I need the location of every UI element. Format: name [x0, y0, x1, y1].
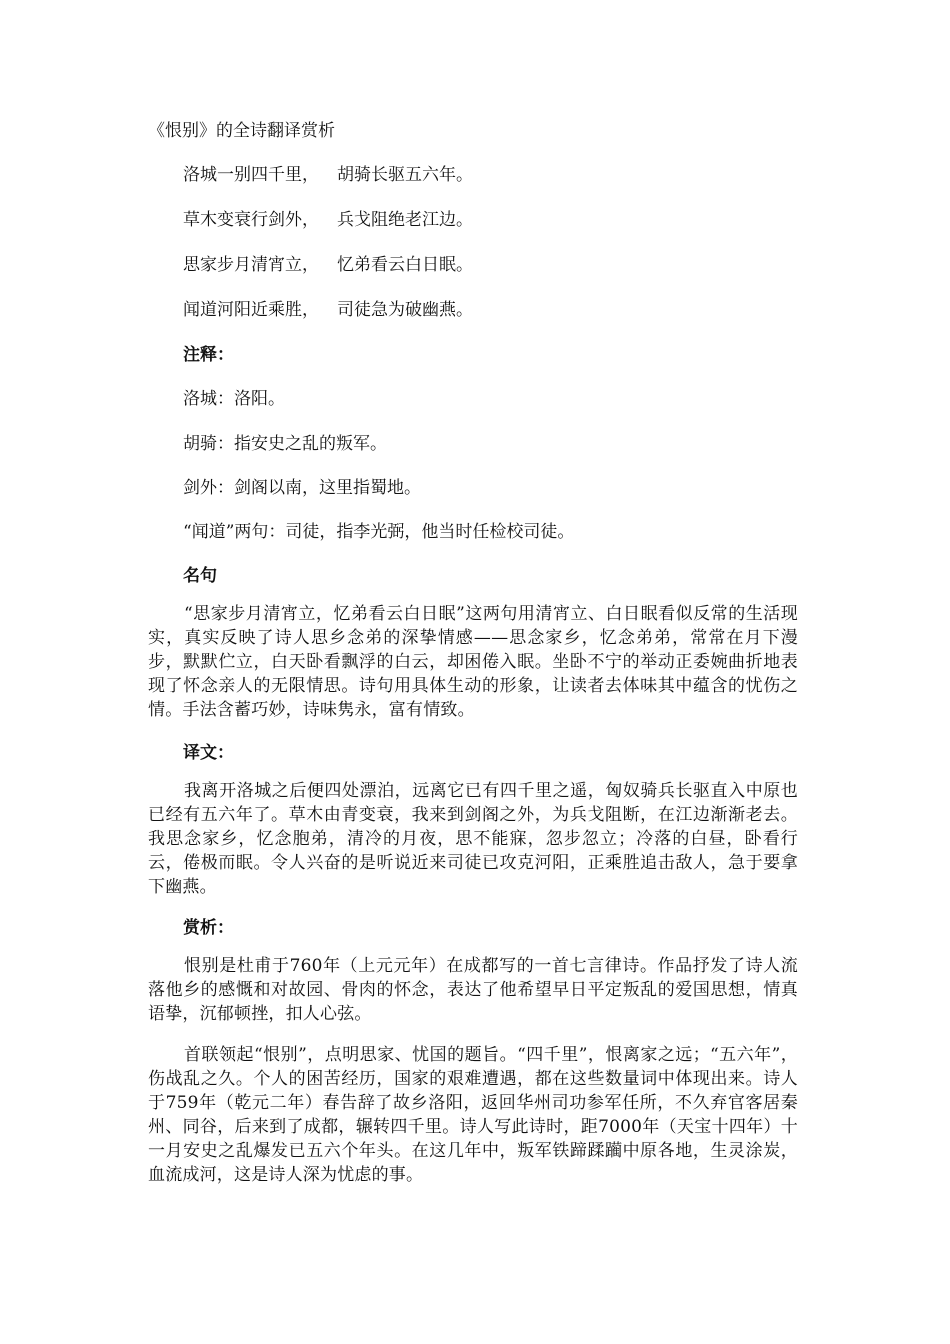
- poem-line-3-a: 思家步月清宵立，: [183, 255, 319, 275]
- notes-heading: 注释：: [183, 345, 234, 365]
- appreciation-paragraph-2: 首联领起“恨别”，点明思家、忧国的题旨。“四千里”，恨离家之远；“五六年”，伤战乱之久。个人的困苦经历，国家的艰难遭遇，都在这些数量词中体现出来。诗人于759年（乾元二年）春告辞了故乡洛阳，返回华州司功参军任所，不久弃官客居秦州、同谷，后来到了成都，辗转四千里。诗人写此诗时，距7000年（天宝十四年）十一月安史之乱爆发已五六个年头。在这几年中，叛军铁蹄蹂躏中原各地，生灵涂炭，血流成河，这是诗人深为忧虑的事。: [148, 1045, 798, 1185]
- poem-line-1-a: 洛城一别四千里，: [183, 165, 319, 185]
- appreciation-paragraph-1: 恨别是杜甫于760年（上元元年）在成都写的一首七言律诗。作品抒发了诗人流落他乡的感慨和对故园、骨肉的怀念，表达了他希望早日平定叛乱的爱国思想，情真语挚，沉郁顿挫，扣人心弦。: [148, 956, 798, 1024]
- famous-heading: 名句: [183, 566, 217, 586]
- appreciation-heading: 赏析：: [183, 918, 234, 938]
- poem-line-1-b: 胡骑长驱五六年。: [337, 165, 473, 185]
- note-item: 胡骑：指安史之乱的叛军。: [183, 434, 387, 454]
- translation-paragraph: 我离开洛城之后便四处漂泊，远离它已有四千里之遥，匈奴骑兵长驱直入中原也已经有五六年了。草木由青变衰，我来到剑阁之外，为兵戈阻断，在江边渐渐老去。我思念家乡，忆念胞弟，清冷的月夜，思不能寐，忽步忽立；冷落的白昼，卧看行云，倦极而眠。令人兴奋的是听说近来司徒已攻克河阳，正乘胜追击敌人，急于要拿下幽燕。: [148, 781, 798, 897]
- poem-line-3-b: 忆弟看云白日眠。: [337, 255, 473, 275]
- translation-heading: 译文：: [183, 743, 234, 763]
- poem-line-1: [183, 160, 473, 185]
- poem-line-2: [183, 205, 473, 230]
- note-item: 洛城：洛阳。: [183, 389, 285, 409]
- poem-line-4: [183, 295, 473, 320]
- poem-line-3: [183, 250, 473, 275]
- note-item: “闻道”两句：司徒，指李光弼，他当时任检校司徒。: [183, 522, 575, 542]
- poem-line-2-a: 草木变衰行剑外，: [183, 210, 319, 230]
- famous-paragraph: “思家步月清宵立，忆弟看云白日眠”这两句用清宵立、白日眠看似反常的生活现实，真实反映了诗人思乡念弟的深挚情感——思念家乡，忆念弟弟，常常在月下漫步，默默伫立，白天卧看飘浮的白云，却困倦入眠。坐卧不宁的举动正委婉曲折地表现了怀念亲人的无限情思。诗句用具体生动的形象，让读者去体味其中蕴含的忧伤之情。手法含蓄巧妙，诗味隽永，富有情致。: [148, 604, 798, 720]
- document-title: 《恨别》的全诗翻译赏析: [148, 121, 335, 141]
- poem-line-2-b: 兵戈阻绝老江边。: [337, 210, 473, 230]
- poem-line-4-b: 司徒急为破幽燕。: [337, 300, 473, 320]
- note-item: 剑外：剑阁以南，这里指蜀地。: [183, 478, 421, 498]
- poem-line-4-a: 闻道河阳近乘胜，: [183, 300, 319, 320]
